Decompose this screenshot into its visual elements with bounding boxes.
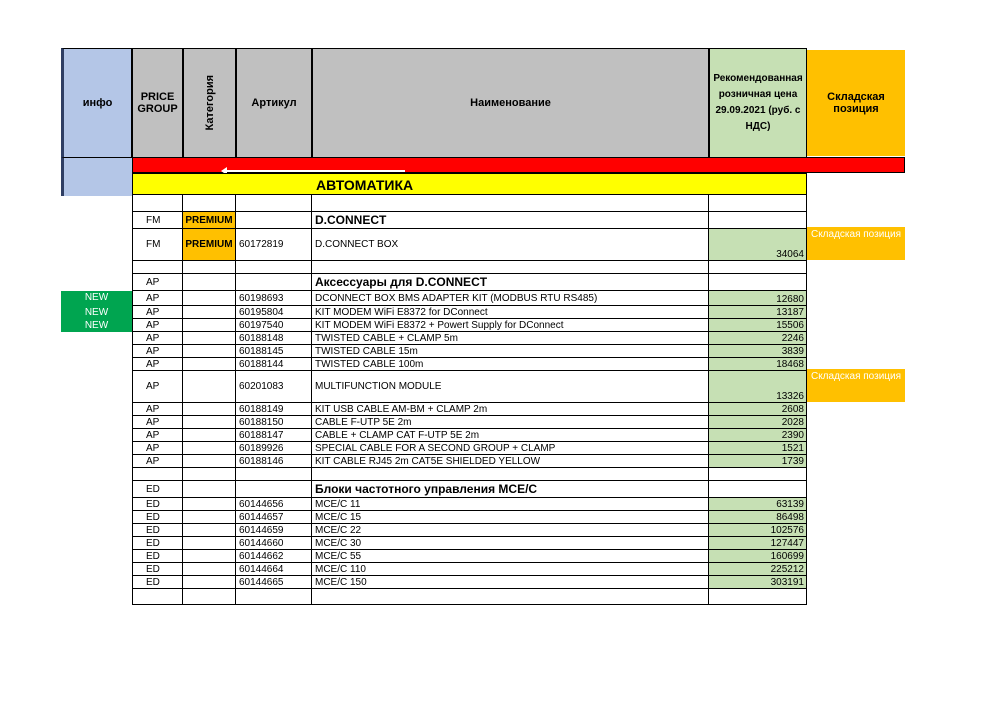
cell-article: 60144664 xyxy=(236,563,312,576)
cell-price-group: AP xyxy=(132,429,183,442)
cell-price-group xyxy=(132,589,183,605)
cell-name: MCE/C 22 xyxy=(312,524,709,537)
cell-category: PREMIUM xyxy=(183,212,236,229)
table-row xyxy=(132,229,807,261)
cell-name: MCE/C 110 xyxy=(312,563,709,576)
cell-price: 12680 xyxy=(709,291,807,306)
cell-article xyxy=(236,481,312,498)
cell-price: 13187 xyxy=(709,306,807,319)
cell-price xyxy=(709,589,807,605)
table-row xyxy=(132,498,807,511)
cell-category: PREMIUM xyxy=(183,229,236,261)
table-row xyxy=(132,291,807,306)
cell-name xyxy=(312,195,709,212)
header-price: Рекомендованная розничная цена 29.09.2021 (руб. с НДС) xyxy=(709,48,807,158)
category-banner-title: АВТОМАТИКА xyxy=(316,177,414,193)
cell-article: 60144656 xyxy=(236,498,312,511)
cell-category xyxy=(183,511,236,524)
cell-price-group xyxy=(132,468,183,481)
cell-name xyxy=(312,589,709,605)
cell-category xyxy=(183,345,236,358)
cell-article: 60197540 xyxy=(236,319,312,332)
cell-category xyxy=(183,524,236,537)
cell-name: TWISTED CABLE + CLAMP 5m xyxy=(312,332,709,345)
cell-category xyxy=(183,306,236,319)
header-article: Артикул xyxy=(236,48,312,158)
cell-category xyxy=(183,498,236,511)
cell-name: TWISTED CABLE 100m xyxy=(312,358,709,371)
cell-category xyxy=(183,468,236,481)
cell-name: MCE/C 55 xyxy=(312,550,709,563)
cell-name: KIT MODEM WiFi E8372 for DConnect xyxy=(312,306,709,319)
cell-price: 63139 xyxy=(709,498,807,511)
cell-article: 60144659 xyxy=(236,524,312,537)
table-row xyxy=(132,563,807,576)
white-arrow-line xyxy=(225,170,405,172)
cell-category xyxy=(183,537,236,550)
cell-price xyxy=(709,195,807,212)
cell-price xyxy=(709,481,807,498)
table-row-spacer xyxy=(132,195,807,212)
cell-price-group: ED xyxy=(132,550,183,563)
stock-position-badge: Складская позиция xyxy=(807,227,905,260)
cell-price-group: ED xyxy=(132,563,183,576)
table-row xyxy=(132,537,807,550)
cell-price: 1739 xyxy=(709,455,807,468)
cell-category xyxy=(183,416,236,429)
cell-price: 160699 xyxy=(709,550,807,563)
cell-article: 60144665 xyxy=(236,576,312,589)
cell-article: 60189926 xyxy=(236,442,312,455)
cell-name: MCE/C 30 xyxy=(312,537,709,550)
cell-price-group: AP xyxy=(132,371,183,403)
cell-price: 225212 xyxy=(709,563,807,576)
cell-price-group: ED xyxy=(132,481,183,498)
cell-price: 303191 xyxy=(709,576,807,589)
cell-article: 60201083 xyxy=(236,371,312,403)
cell-article: 60188145 xyxy=(236,345,312,358)
cell-article: 60188146 xyxy=(236,455,312,468)
cell-article xyxy=(236,468,312,481)
header-category-label: Категория xyxy=(203,75,216,131)
cell-price xyxy=(709,212,807,229)
cell-price: 127447 xyxy=(709,537,807,550)
cell-price: 13326 xyxy=(709,371,807,403)
cell-name xyxy=(312,261,709,274)
cell-price-group xyxy=(132,261,183,274)
header-name: Наименование xyxy=(312,48,709,158)
table-row xyxy=(132,468,807,481)
cell-name: KIT USB CABLE AM-BM + CLAMP 2m xyxy=(312,403,709,416)
cell-category xyxy=(183,291,236,306)
cell-article xyxy=(236,261,312,274)
cell-article: 60144662 xyxy=(236,550,312,563)
cell-price: 2608 xyxy=(709,403,807,416)
cell-category xyxy=(183,358,236,371)
table-row xyxy=(132,416,807,429)
cell-name: SPECIAL CABLE FOR A SECOND GROUP + CLAMP xyxy=(312,442,709,455)
cell-name: MULTIFUNCTION MODULE xyxy=(312,371,709,403)
cell-article: 60144657 xyxy=(236,511,312,524)
stock-position-badge: Складская позиция xyxy=(807,369,905,402)
table-row xyxy=(132,371,807,403)
cell-category xyxy=(183,442,236,455)
header-info: инфо xyxy=(61,48,132,158)
header-stock: Складская позиция xyxy=(807,50,905,156)
cell-article: 60188148 xyxy=(236,332,312,345)
cell-price-group: AP xyxy=(132,306,183,319)
table-row xyxy=(132,511,807,524)
cell-article xyxy=(236,212,312,229)
table-row xyxy=(132,589,807,605)
cell-price-group: AP xyxy=(132,291,183,306)
new-badge: NEW xyxy=(61,291,132,306)
table-row xyxy=(132,332,807,345)
section-row xyxy=(132,481,807,498)
cell-category xyxy=(183,481,236,498)
cell-article: 60172819 xyxy=(236,229,312,261)
table-row xyxy=(132,455,807,468)
cell-price-group: AP xyxy=(132,455,183,468)
new-badge: NEW xyxy=(61,306,132,319)
cell-category xyxy=(183,403,236,416)
cell-name: CABLE + CLAMP CAT F-UTP 5E 2m xyxy=(312,429,709,442)
table-row xyxy=(132,358,807,371)
table-row xyxy=(132,550,807,563)
table-row xyxy=(132,345,807,358)
cell-name: TWISTED CABLE 15m xyxy=(312,345,709,358)
cell-name: D.CONNECT BOX xyxy=(312,229,709,261)
cell-price-group: ED xyxy=(132,524,183,537)
cell-category xyxy=(183,563,236,576)
cell-name: MCE/C 15 xyxy=(312,511,709,524)
cell-price-group: ED xyxy=(132,511,183,524)
cell-price: 1521 xyxy=(709,442,807,455)
header-price-group: PRICE GROUP xyxy=(132,48,183,158)
cell-price: 2246 xyxy=(709,332,807,345)
category-banner xyxy=(132,173,807,195)
cell-article: 60188144 xyxy=(236,358,312,371)
cell-category xyxy=(183,550,236,563)
cell-category xyxy=(183,455,236,468)
cell-price-group: AP xyxy=(132,345,183,358)
info-column-strip xyxy=(61,158,132,196)
cell-price: 2390 xyxy=(709,429,807,442)
cell-category xyxy=(183,576,236,589)
cell-price-group: FM xyxy=(132,229,183,261)
table-row xyxy=(132,261,807,274)
cell-category xyxy=(183,332,236,345)
cell-price xyxy=(709,261,807,274)
cell-name xyxy=(312,468,709,481)
table-row xyxy=(132,576,807,589)
cell-name: KIT MODEM WiFi E8372 + Powert Supply for DConnect xyxy=(312,319,709,332)
cell-article: 60144660 xyxy=(236,537,312,550)
cell-name: Аксессуары для D.CONNECT xyxy=(312,274,709,291)
cell-category xyxy=(183,371,236,403)
cell-name: KIT CABLE RJ45 2m CAT5E SHIELDED YELLOW xyxy=(312,455,709,468)
cell-name: D.CONNECT xyxy=(312,212,709,229)
cell-price-group: AP xyxy=(132,319,183,332)
cell-article: 60188149 xyxy=(236,403,312,416)
cell-price: 18468 xyxy=(709,358,807,371)
cell-price-group: AP xyxy=(132,416,183,429)
cell-cat xyxy=(183,195,236,212)
cell-article xyxy=(236,589,312,605)
cell-category xyxy=(183,589,236,605)
cell-category xyxy=(183,319,236,332)
cell-category xyxy=(183,261,236,274)
cell-article: 60195804 xyxy=(236,306,312,319)
cell-pg xyxy=(132,195,183,212)
cell-price-group: ED xyxy=(132,537,183,550)
cell-price-group: AP xyxy=(132,274,183,291)
table-row xyxy=(132,524,807,537)
cell-price xyxy=(709,468,807,481)
cell-price: 86498 xyxy=(709,511,807,524)
table-row xyxy=(132,403,807,416)
cell-price-group: ED xyxy=(132,498,183,511)
header-category xyxy=(183,48,236,158)
cell-price: 15506 xyxy=(709,319,807,332)
cell-article xyxy=(236,274,312,291)
cell-art xyxy=(236,195,312,212)
cell-name: CABLE F-UTP 5E 2m xyxy=(312,416,709,429)
table-row xyxy=(132,429,807,442)
table-row xyxy=(132,319,807,332)
cell-article: 60188150 xyxy=(236,416,312,429)
cell-price-group: FM xyxy=(132,212,183,229)
red-separator-bar xyxy=(132,157,905,173)
cell-price-group: ED xyxy=(132,576,183,589)
section-row xyxy=(132,212,807,229)
cell-price xyxy=(709,274,807,291)
table-row xyxy=(132,306,807,319)
cell-name: Блоки частотного управления MCE/C xyxy=(312,481,709,498)
cell-price: 34064 xyxy=(709,229,807,261)
new-badge: NEW xyxy=(61,319,132,332)
cell-name: DCONNECT BOX BMS ADAPTER KIT (MODBUS RTU RS485) xyxy=(312,291,709,306)
cell-price-group: AP xyxy=(132,403,183,416)
cell-price: 2028 xyxy=(709,416,807,429)
cell-article: 60188147 xyxy=(236,429,312,442)
cell-price-group: AP xyxy=(132,332,183,345)
cell-category xyxy=(183,274,236,291)
cell-name: MCE/C 11 xyxy=(312,498,709,511)
cell-category xyxy=(183,429,236,442)
cell-price: 3839 xyxy=(709,345,807,358)
cell-name: MCE/C 150 xyxy=(312,576,709,589)
cell-article: 60198693 xyxy=(236,291,312,306)
cell-price-group: AP xyxy=(132,358,183,371)
cell-price: 102576 xyxy=(709,524,807,537)
section-row xyxy=(132,274,807,291)
table-row xyxy=(132,442,807,455)
cell-price-group: AP xyxy=(132,442,183,455)
